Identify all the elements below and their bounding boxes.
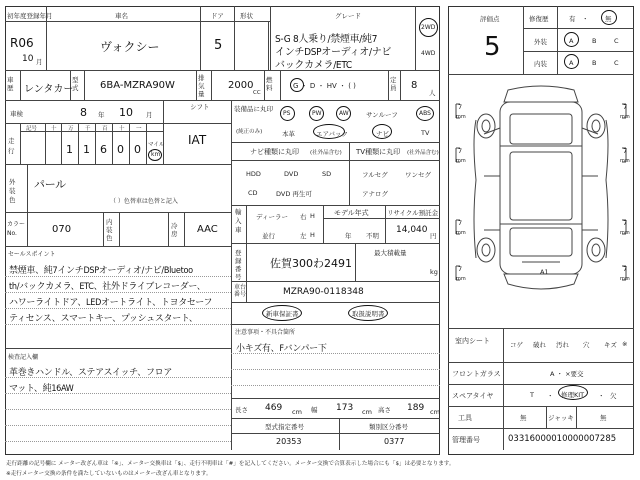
tread-ml-mm: mm (456, 158, 466, 164)
windshield-label: フロントガラス (452, 370, 501, 378)
interior-sheet-koge: コゲ (510, 341, 523, 349)
tread-fl-mm: mm (456, 114, 466, 120)
import-h2: H (310, 231, 315, 239)
equip-tv: TV (421, 129, 430, 137)
score-label: 評価点 (480, 15, 500, 23)
door-label: ドア (211, 12, 224, 20)
ac-label: 冷房 (171, 222, 178, 238)
capacity-value: 8 (411, 80, 418, 91)
tv-sublabel: (社外品含む) (407, 150, 439, 156)
import-h1: H (310, 212, 315, 220)
sales-line-1: 禁煙車、純7インチDSPオーディオ/ナビ/Bluetoo (9, 266, 193, 276)
category-value: 0377 (384, 437, 405, 446)
tread-rr-mm: mm (620, 230, 630, 236)
inspector-notes-label: 検査記入欄 (8, 354, 39, 361)
grade-label: グレード (335, 12, 361, 20)
tread-bl: 7 (458, 265, 463, 273)
capacity-label: 定員 (390, 76, 397, 92)
equip-pw: PW (312, 110, 322, 117)
type-designation-label: 型式指定番号 (265, 423, 304, 431)
caution-value: 小キズ有、Fバンパー下 (236, 344, 327, 354)
jack-label: ジャッキ (548, 414, 574, 422)
interior-sheet-yabure: 破れ (533, 341, 546, 349)
tread-br-mm: mm (620, 276, 630, 282)
import-right: 右 (300, 213, 307, 221)
doors: 5 (214, 38, 223, 53)
grade-line-3: バックカメラ/ETC (275, 60, 352, 71)
tread-mr-mm: mm (620, 158, 630, 164)
load-unit: kg (430, 268, 438, 276)
interior-sheet-mark: ※ (622, 340, 628, 348)
equip-ps: PS (283, 110, 291, 117)
management-value: 03316000010000007285 (508, 434, 617, 444)
car-name: ヴォクシー (100, 40, 160, 54)
new-warranty: 新車保証書 (266, 310, 299, 318)
grade-line-1: S-G 8人乗り/禁煙車/純7 (275, 34, 378, 45)
navi-sd: SD (322, 170, 332, 178)
model-year-unit: 年 (345, 232, 352, 240)
recycle-label: リサイクル預託金 (387, 209, 439, 217)
mileage-h4: 百 (102, 126, 108, 132)
mileage-unit-km: km (151, 151, 161, 158)
exterior-grade-c: C (614, 37, 619, 45)
exterior-note: （ ）色替車は色替と記入 (110, 198, 178, 205)
length-value: 469 (265, 403, 283, 413)
caution-label: 注意事項・不具合箇所 (235, 329, 296, 336)
ac-value: AAC (197, 224, 218, 235)
exterior-value: パール (34, 178, 66, 191)
spare-sep1: ・ (547, 392, 554, 400)
damage-a1: A1 (540, 268, 549, 276)
recycle-value: 14,040 (396, 225, 428, 235)
score-value: 5 (484, 32, 501, 62)
spare-label: スペアタイヤ (452, 392, 494, 400)
load-label: 最大積載量 (374, 249, 407, 257)
color-no-label: カラーNo. (7, 221, 26, 237)
equip-leather: 本革 (282, 130, 295, 138)
spare-t: T (530, 391, 534, 399)
height-value: 189 (407, 403, 425, 413)
shape-label: 形状 (240, 12, 253, 20)
sales-line-2: th/バックカメラ、ETC、社外ドライブレコーダー、 (9, 282, 206, 292)
model-year-unknown: 不明 (366, 232, 379, 240)
width-value: 173 (336, 403, 354, 413)
equip-navi: ナビ (376, 130, 389, 138)
height-label: 高さ (378, 406, 391, 414)
displacement-label: 排気量 (198, 74, 205, 98)
mileage-h5: 十 (119, 126, 125, 132)
spare-kit: 修理KIT (561, 391, 585, 399)
windshield-options: A ・ ×要交 (550, 370, 584, 378)
tread-rl-mm: mm (456, 230, 466, 236)
mileage-h0: 記号 (26, 126, 38, 132)
sales-points-label: セールスポイント (8, 251, 56, 258)
navi-cd: CD (248, 189, 258, 197)
tread-fr-mm: mm (620, 114, 630, 120)
tv-label: TV種類に丸印 (356, 148, 401, 156)
mileage-unit-mile: マイル (148, 142, 165, 148)
import-left: 左 (300, 232, 307, 240)
footer-line-1: 走行距離の記号欄に メーター改ざん車は「※」、メーター交換車は「$」、走行不明車は「#」を記入してください。メーター交換で合算表示した場合にも「$」は必要となります。 (6, 461, 455, 467)
chassis-value: MZRA90-0118348 (283, 287, 364, 297)
tread-fr: 7 (623, 103, 628, 111)
car-diagram (448, 80, 634, 320)
inspector-line-1: 革巻きハンドル、ステアスイッチ、フロア (9, 368, 173, 378)
use-value: レンタカー (24, 84, 74, 95)
inspection-year-unit: 年 (98, 111, 105, 119)
plate-value: 佐賀300わ2491 (270, 257, 352, 270)
exterior-label: 外装色 (9, 178, 16, 204)
jack-value: 無 (600, 414, 607, 422)
color-no-value: 070 (52, 224, 72, 235)
use-label: 車歴 (7, 76, 14, 92)
mileage-digit-5: 0 (134, 143, 141, 156)
interior-grade-c: C (614, 59, 619, 67)
tread-bl-mm: mm (456, 276, 466, 282)
cc-unit: CC (253, 90, 261, 96)
mileage-h2: 万 (68, 126, 74, 132)
spare-sep2: ・ (598, 392, 605, 400)
model-year-label: モデル年式 (334, 209, 369, 217)
exterior-grade-label: 外装 (534, 38, 547, 46)
equipment-label: 装備品に丸印 (234, 105, 273, 113)
type-designation-value: 20353 (276, 437, 302, 446)
tools-value: 無 (520, 414, 527, 422)
car-name-label: 車名 (115, 12, 128, 20)
manual-label: 取扱説明書 (352, 310, 385, 318)
first-reg-label: 初年度登録年月 (7, 12, 53, 20)
sales-line-3: ハワーライトドア、LEDオートライト、トヨタセーフ (9, 298, 213, 308)
mileage-digit-3: 6 (100, 143, 107, 156)
drive-2wd: 2WD (421, 24, 436, 31)
drive-4wd: 4WD (421, 50, 436, 57)
spare-none: 欠 (610, 392, 617, 400)
import-parallel: 並行 (262, 232, 275, 240)
mileage-h6: 一 (136, 126, 142, 132)
inspector-line-2: マット、純16AW (9, 384, 74, 394)
tread-rl: 7 (458, 219, 463, 227)
footer-line-2: ※走行メーター交換の条件を満たしていないものはメーター改ざん車となります。 (6, 471, 212, 477)
repair-yes: 有 (569, 15, 576, 23)
navi-sublabel: (社外品含む) (310, 150, 342, 156)
tread-rr: 7 (623, 219, 628, 227)
inspection-month: 10 (119, 106, 133, 119)
mileage-digit-1: 1 (66, 143, 73, 156)
equip-airbag: エアバック (316, 130, 348, 138)
fuel-label: 燃料 (266, 76, 273, 92)
tools-label: 工具 (458, 414, 472, 422)
height-unit: cm (430, 408, 440, 416)
tv-fullseg: フルセグ (362, 171, 388, 179)
interior-sheet-label: 室内シート (455, 337, 490, 345)
exterior-grade-a: A (569, 37, 574, 45)
first-reg-month-unit: 月 (36, 58, 43, 66)
interior-grade-b: B (592, 59, 597, 67)
mileage-digit-4: 0 (117, 143, 124, 156)
interior-grade-label: 内装 (534, 60, 547, 68)
grade-line-2: インチDSPオーディオ/ナビ (275, 47, 392, 58)
sales-line-4: ティセンス、スマートキー、プッシュスタート、 (9, 314, 198, 324)
mileage-h1: 十 (51, 126, 57, 132)
width-unit: cm (362, 408, 372, 416)
category-label: 類別区分番号 (369, 423, 408, 431)
repair-sep: ・ (582, 15, 589, 23)
interior-sheet-kizu: キズ (604, 341, 617, 349)
model-label: 型式 (72, 76, 79, 92)
equip-sunroof: サンルーフ (366, 111, 398, 119)
equipment-sublabel: (純正のみ) (236, 129, 263, 135)
navi-dvd-play: DVD 再生可 (276, 190, 312, 198)
import-label: 輸入車 (235, 208, 242, 234)
navi-dvd: DVD (284, 170, 299, 178)
repair-no: 無 (605, 15, 612, 23)
inspection-year: 8 (80, 106, 87, 119)
inspection-label: 車検 (10, 110, 23, 118)
equip-abs: ABS (419, 110, 431, 117)
tread-fl: 7 (458, 103, 463, 111)
shift-label: シフト (190, 103, 210, 111)
inspection-month-unit: 月 (146, 111, 153, 119)
shift-value: IAT (188, 133, 207, 147)
length-label: 長さ (235, 406, 248, 414)
first-reg-month: 10 (22, 54, 34, 64)
tv-analog: アナログ (362, 190, 388, 198)
mileage-h3: 千 (85, 126, 91, 132)
exterior-grade-b: B (592, 37, 597, 45)
management-label: 管理番号 (452, 436, 480, 444)
width-label: 幅 (311, 406, 318, 414)
interior-color-label: 内装色 (106, 218, 113, 242)
interior-sheet-ana: 穴 (583, 341, 590, 349)
capacity-unit: 人 (429, 89, 436, 97)
interior-grade-a: A (569, 59, 574, 67)
length-unit: cm (292, 408, 302, 416)
model-value: 6BA-MZRA90W (100, 80, 175, 91)
plate-label: 登録番号 (235, 249, 242, 281)
chassis-label: 車台番号 (234, 284, 247, 298)
mileage-digit-2: 1 (83, 143, 90, 156)
tread-ml: 7 (458, 147, 463, 155)
tread-mr: 7 (623, 147, 628, 155)
fuel-options: G ・ D ・ HV ・ ( ) (293, 82, 356, 90)
tv-oneseg: ワンセグ (405, 171, 431, 179)
import-dealer: ディーラー (256, 213, 288, 221)
displacement-value: 2000 (228, 80, 254, 91)
interior-sheet-yogore: 汚れ (556, 341, 569, 349)
tread-br: 7 (623, 265, 628, 273)
recycle-unit: 円 (430, 232, 437, 240)
navi-hdd: HDD (246, 170, 261, 178)
repair-label: 修復歴 (529, 15, 549, 23)
mileage-label: 走行 (8, 137, 15, 155)
equip-aw: AW (339, 110, 349, 117)
first-reg-year: R06 (10, 36, 34, 50)
navi-label: ナビ種類に丸印 (250, 148, 299, 156)
